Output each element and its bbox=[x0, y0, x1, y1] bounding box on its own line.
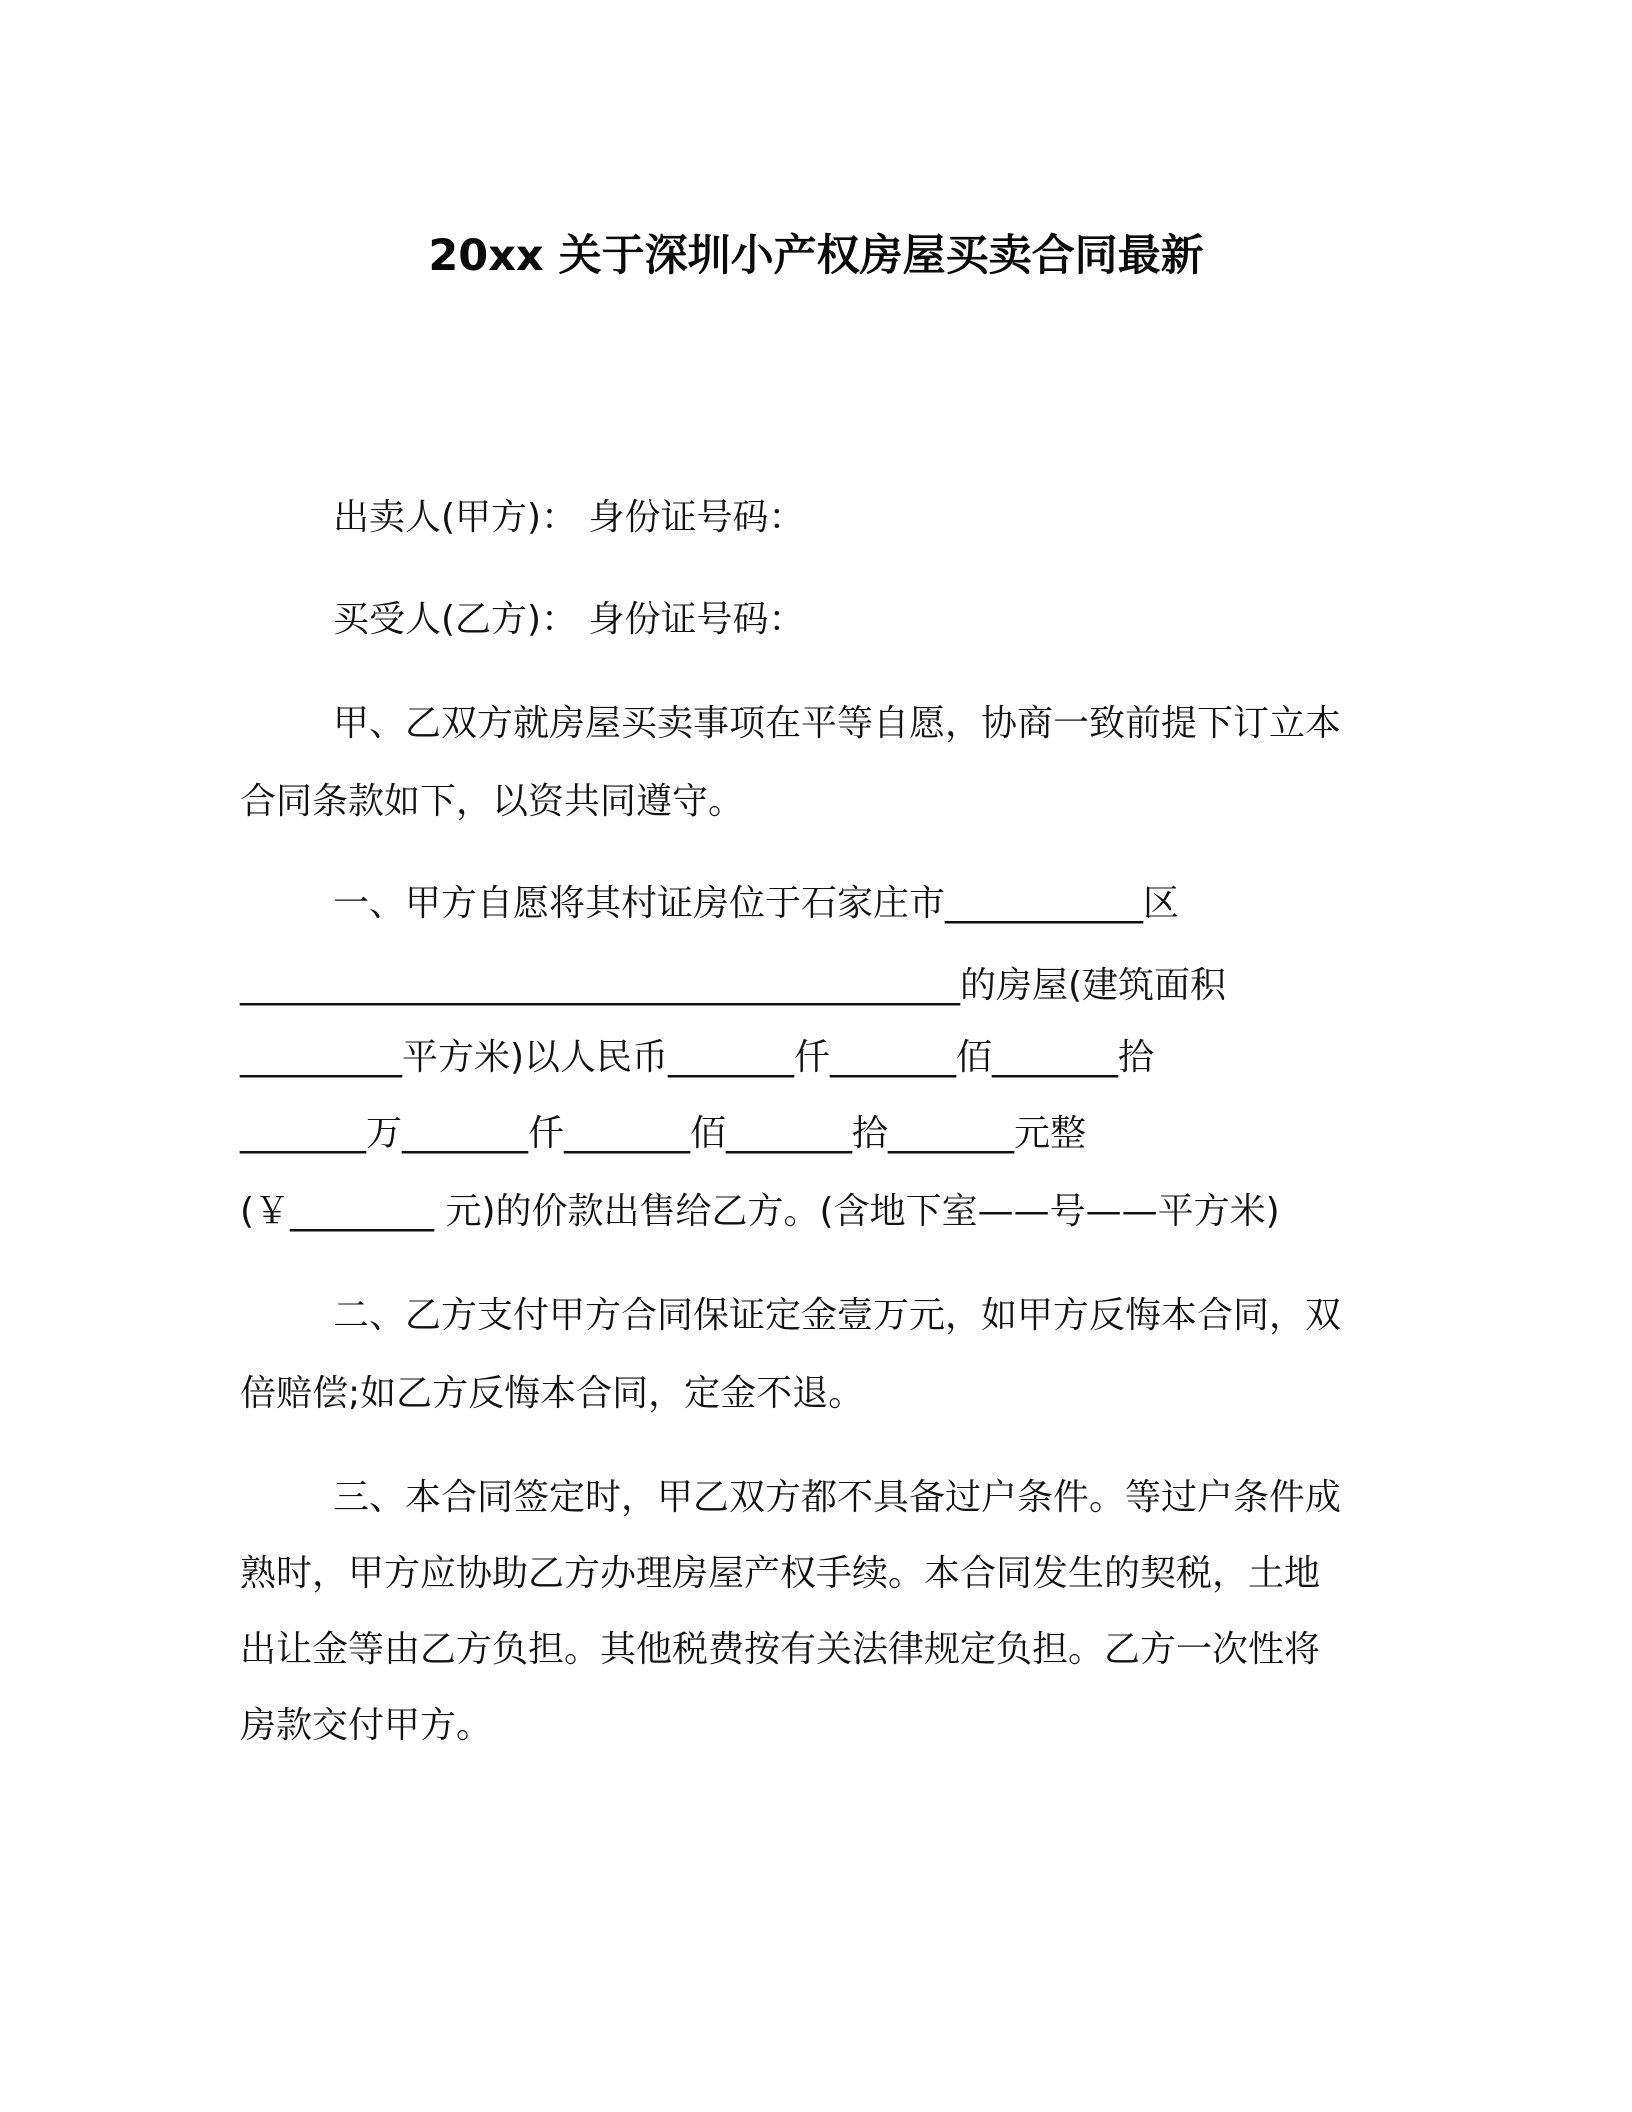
preamble-line-2: 合同条款如下，以资共同遵守。 bbox=[240, 781, 745, 822]
clause1-line-3: _________平方米)以人民币_______仟_______佰_______拾 bbox=[240, 1037, 1155, 1078]
clause2-line-2: 倍赔偿;如乙方反悔本合同，定金不退。 bbox=[240, 1373, 865, 1414]
clause3-line-2: 熟时，甲方应协助乙方办理房屋产权手续。本合同发生的契税，土地 bbox=[240, 1553, 1321, 1594]
clause1-line-5: (￥________ 元)的价款出售给乙方。(含地下室——号——平方米) bbox=[240, 1191, 1280, 1232]
clause1-line-2: ________________________________________的房屋(建筑面积 bbox=[240, 965, 1227, 1006]
buyer-line: 买受人(乙方)： 身份证号码： bbox=[333, 599, 805, 640]
preamble-line-1: 甲、乙双方就房屋买卖事项在平等自愿，协商一致前提下订立本 bbox=[333, 703, 1342, 744]
clause2-line-1: 二、乙方支付甲方合同保证定金壹万元，如甲方反悔本合同，双 bbox=[333, 1295, 1342, 1336]
clause3-line-3: 出让金等由乙方负担。其他税费按有关法律规定负担。乙方一次性将 bbox=[240, 1629, 1321, 1670]
clause3-line-4: 房款交付甲方。 bbox=[240, 1705, 493, 1746]
clause3-line-1: 三、本合同签定时，甲乙双方都不具备过户条件。等过户条件成 bbox=[333, 1477, 1342, 1518]
clause1-line-4: _______万_______仟_______佰_______拾_______元整 bbox=[240, 1113, 1086, 1154]
document-title: 20xx 关于深圳小产权房屋买卖合同最新 bbox=[428, 231, 1204, 281]
clause1-line-1: 一、甲方自愿将其村证房位于石家庄市___________区 bbox=[333, 883, 1180, 924]
seller-line: 出卖人(甲方)： 身份证号码： bbox=[333, 497, 805, 538]
